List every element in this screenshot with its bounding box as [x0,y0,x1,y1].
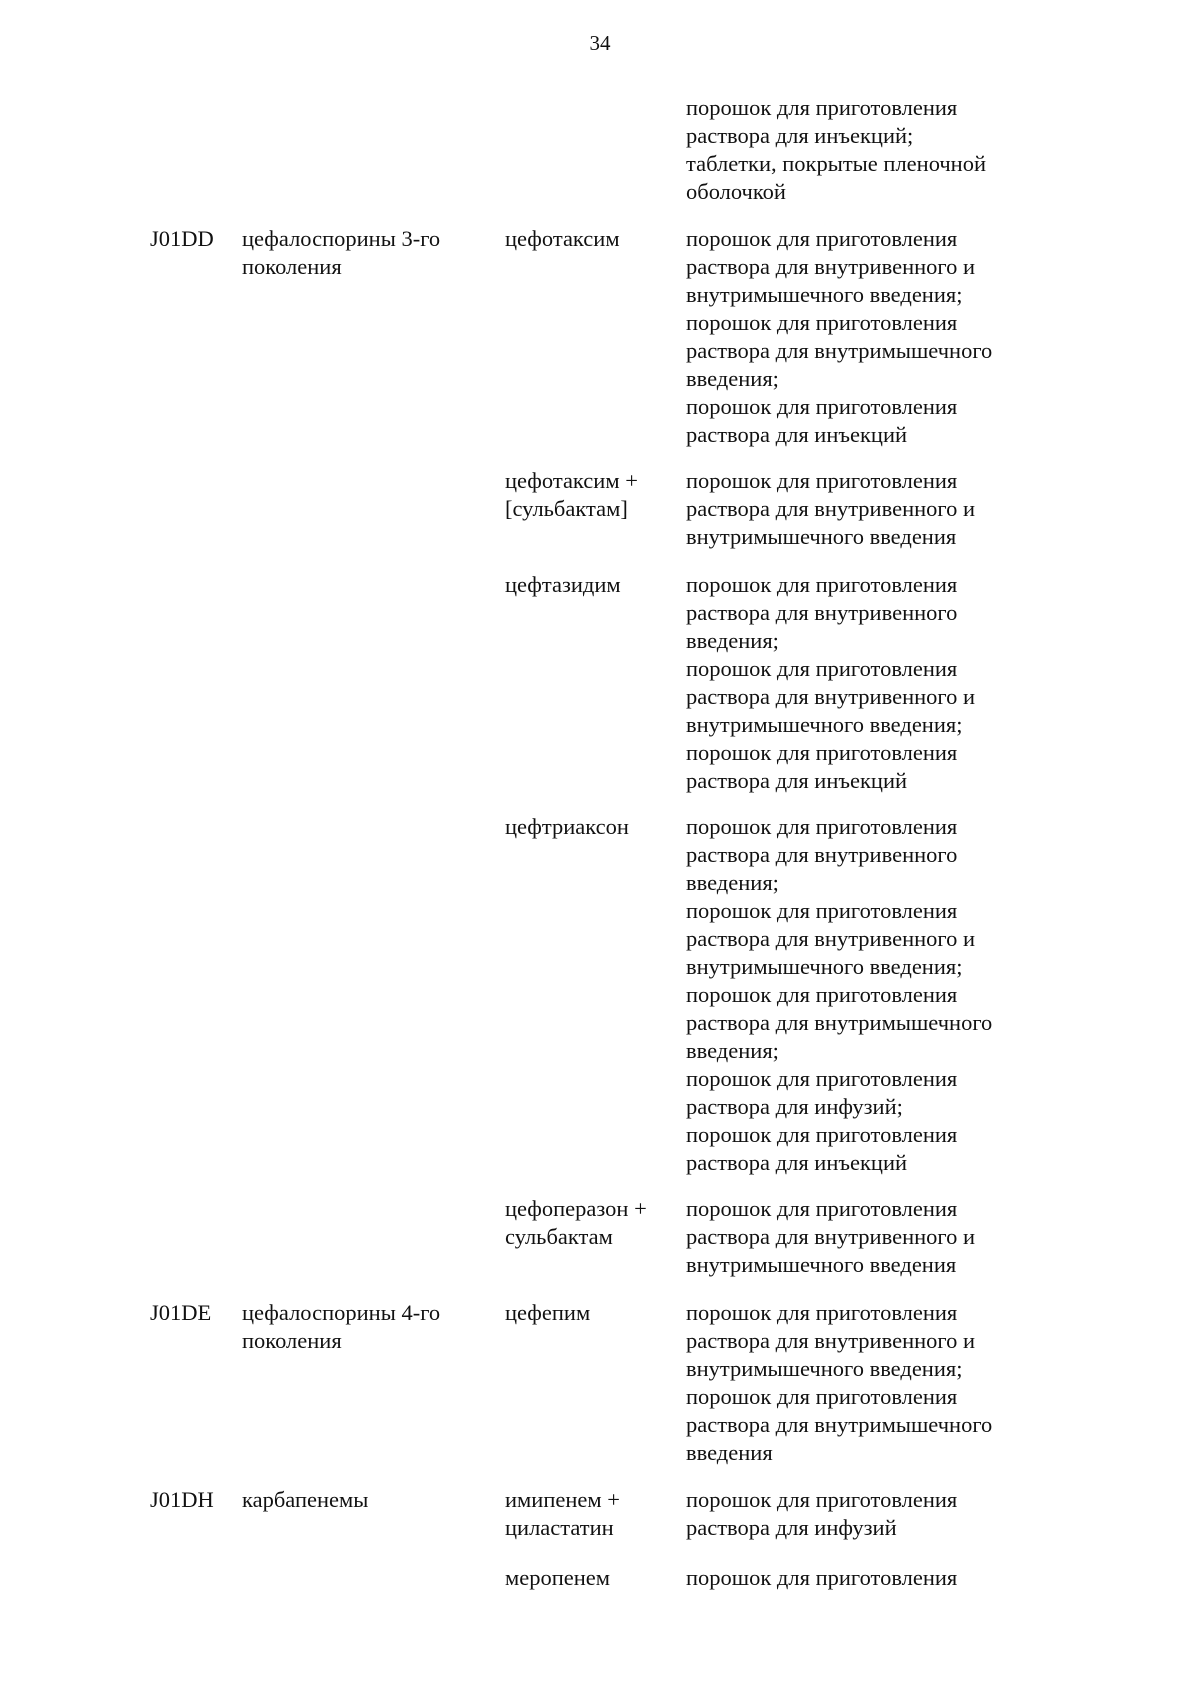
dosage-form-cell [686,94,1086,206]
dosage-form-cell [686,467,1086,551]
dosage-form-cell [686,571,1086,795]
dosage-form-line: порошок для приготовления [686,394,958,419]
dosage-form-line: порошок для приготовления [686,982,958,1007]
dosage-form-line: порошок для приготовления [686,1196,958,1221]
dosage-form-line: порошок для приготовления [686,656,958,681]
atc-code-cell: J01DD [150,226,214,251]
drug-name-line: меропенем [505,1565,611,1590]
dosage-form-line: порошок для приготовления [686,1384,958,1409]
dosage-form-cell [686,813,1086,1177]
dosage-form-line: порошок для приготовления [686,468,958,493]
dosage-form-line: введения; [686,628,779,653]
atc-code-cell: J01DH [150,1487,214,1512]
drug-name-cell [505,1195,675,1251]
dosage-form-line: внутримышечного введения; [686,954,963,979]
dosage-form-line: введения; [686,366,779,391]
dosage-form-line: порошок для приготовления [686,1122,958,1147]
dosage-form-line: внутримышечного введения [686,1252,957,1277]
atc-code-cell: J01DE [150,1300,212,1325]
dosage-form-line: порошок для приготовления [686,1565,958,1590]
dosage-form-line: раствора для внутривенного и [686,254,975,279]
dosage-form-line: раствора для внутривенного и [686,684,975,709]
drug-name-cell [505,467,675,523]
dosage-form-line: порошок для приготовления [686,1066,958,1091]
drug-name-line: сульбактам [505,1224,613,1249]
dosage-form-line: порошок для приготовления [686,814,958,839]
page-number: 34 [589,31,611,55]
drug-name-line: цефотаксим [505,226,620,251]
dosage-form-line: раствора для инъекций [686,422,908,447]
dosage-form-line: порошок для приготовления [686,572,958,597]
drug-name-line: циластатин [505,1515,614,1540]
drug-name-line: [сульбактам] [505,496,628,521]
drug-name-cell [505,571,675,599]
dosage-form-line: раствора для внутривенного и [686,1328,975,1353]
dosage-form-line: внутримышечного введения; [686,1356,963,1381]
drug-name-line: цефтриаксон [505,814,629,839]
group-name-cell [242,1299,482,1355]
dosage-form-line: раствора для инъекций [686,768,908,793]
drug-name-line: имипенем + [505,1487,620,1512]
group-name-cell [242,1486,482,1514]
dosage-form-line: раствора для внутривенного [686,600,958,625]
drug-name-line: цефтазидим [505,572,621,597]
dosage-form-cell [686,1564,1086,1592]
dosage-form-line: порошок для приготовления [686,310,958,335]
dosage-form-line: раствора для внутривенного и [686,926,975,951]
dosage-form-line: раствора для инъекций [686,1150,908,1175]
dosage-form-line: внутримышечного введения; [686,712,963,737]
dosage-form-cell [686,1195,1086,1279]
drug-name-line: цефотаксим + [505,468,638,493]
dosage-form-cell [686,225,1086,449]
dosage-form-line: оболочкой [686,179,786,204]
dosage-form-line: введения [686,1440,773,1465]
group-name-line: поколения [242,1328,342,1353]
drug-name-cell [505,225,675,253]
drug-name-line: цефоперазон + [505,1196,647,1221]
dosage-form-line: внутримышечного введения [686,524,957,549]
dosage-form-line: введения; [686,1038,779,1063]
group-name-cell [242,225,482,281]
dosage-form-line: раствора для внутримышечного [686,1412,993,1437]
dosage-form-cell [686,1299,1086,1467]
group-name-line: поколения [242,254,342,279]
dosage-form-line: раствора для внутримышечного [686,338,993,363]
dosage-form-line: раствора для внутривенного и [686,1224,975,1249]
drug-name-cell [505,1299,675,1327]
dosage-form-cell [686,1486,1086,1542]
group-name-line: цефалоспорины 4-го [242,1300,441,1325]
dosage-form-line: раствора для инфузий; [686,1094,903,1119]
dosage-form-line: внутримышечного введения; [686,282,963,307]
dosage-form-line: порошок для приготовления [686,740,958,765]
dosage-form-line: раствора для внутривенного [686,842,958,867]
dosage-form-line: раствора для внутримышечного [686,1010,993,1035]
drug-name-cell [505,1486,675,1542]
dosage-form-line: порошок для приготовления [686,95,958,120]
dosage-form-line: порошок для приготовления [686,226,958,251]
dosage-form-line: введения; [686,870,779,895]
dosage-form-line: таблетки, покрытые пленочной [686,151,987,176]
drug-name-cell [505,1564,675,1592]
group-name-line: цефалоспорины 3-го [242,226,441,251]
dosage-form-line: порошок для приготовления [686,1300,958,1325]
dosage-form-line: раствора для инъекций; [686,123,914,148]
dosage-form-line: порошок для приготовления [686,898,958,923]
drug-name-cell [505,813,675,841]
dosage-form-line: порошок для приготовления [686,1487,958,1512]
dosage-form-line: раствора для инфузий [686,1515,897,1540]
dosage-form-line: раствора для внутривенного и [686,496,975,521]
group-name-line: карбапенемы [242,1487,369,1512]
drug-name-line: цефепим [505,1300,591,1325]
